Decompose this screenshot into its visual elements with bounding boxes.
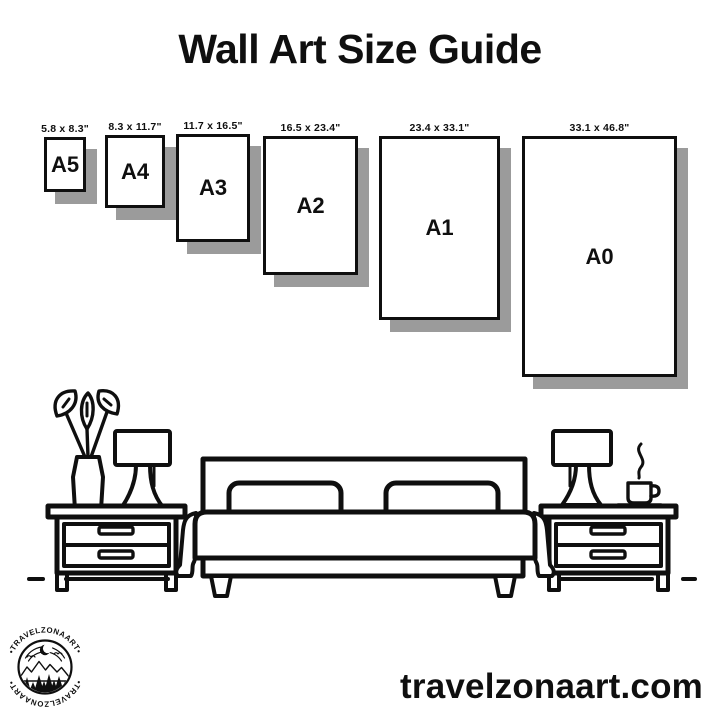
nightstand-top [48,506,185,517]
lamp-base [562,465,601,505]
logo-arc-text-bottom: •TRAVELZONAART• [6,679,84,709]
size-dimensions-label: 23.4 x 33.1" [409,122,470,134]
size-frame-a5 [41,123,89,192]
plant-stem [87,429,88,457]
lamp-base [122,465,163,507]
size-code-label: A5 [50,151,80,177]
size-frame-a1 [379,122,500,320]
size-dimensions-label: 11.7 x 16.5" [183,120,243,132]
flower-vase-icon [55,391,118,510]
drawer-handle [99,551,133,558]
coffee-cup-icon [618,444,661,505]
size-code-label: A4 [120,158,150,184]
size-code-label: A3 [198,175,228,200]
drawer-handle [591,551,625,558]
drawer-handle [591,527,625,534]
size-frame-a2 [263,122,358,275]
brand-logo [0,621,92,713]
bed [176,459,553,596]
size-dimensions-label: 5.8 x 8.3" [41,123,89,135]
size-dimensions-label: 8.3 x 11.7" [108,121,162,133]
bed-leg [211,576,231,596]
drawer-handle [99,527,133,534]
nightstand-leg [658,573,668,590]
size-frame-a4 [105,121,165,208]
size-dimensions-label: 16.5 x 23.4" [280,122,341,134]
bed-base [203,558,523,576]
vase [73,457,103,510]
size-code-label: A1 [425,215,454,240]
size-frame-a3 [176,120,250,242]
lamp-shade [115,431,170,465]
steam-icon [639,444,643,478]
nightstand-top [541,506,676,517]
lamp-shade [553,431,611,465]
nightstand-leg [166,573,176,590]
mug-body [628,483,651,503]
website-url: travelzonaart.com [400,667,703,706]
table-lamp-icon-right [553,431,611,505]
size-dimensions-label: 33.1 x 46.8" [569,122,630,134]
logo-arc-text-top: •TRAVELZONAART• [6,625,84,655]
table-lamp-icon-left [115,431,170,507]
size-frame-a0 [522,122,677,377]
size-code-label: A2 [296,192,325,218]
mattress [195,512,535,558]
page-title: Wall Art Size Guide [178,26,542,72]
bed-leg [495,576,515,596]
nightstand-leg [57,573,67,590]
size-code-label: A0 [585,243,614,269]
bedroom-illustration [0,375,720,605]
